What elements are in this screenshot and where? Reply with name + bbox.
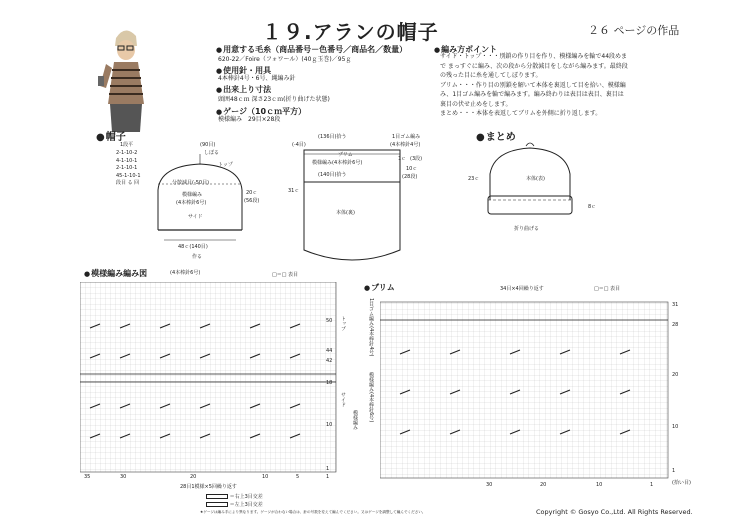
decrease-caption: 段目 る 回 (116, 180, 140, 186)
chart-right-pattern-label: 模様編み(4本棒針6号) (368, 372, 374, 423)
tools-heading: ● 使用針・用具 (216, 65, 271, 76)
brim-shape (298, 140, 408, 270)
brim-label: ブリム (338, 152, 353, 158)
brim-pattern-label: 模様編み(4本棒針6号) (312, 160, 363, 166)
chart-right-row-10: 10 (672, 424, 679, 430)
rib-label: 1目ゴム編み (392, 134, 421, 140)
points-text (440, 52, 708, 119)
chart-right-row-31: 31 (672, 302, 679, 308)
fold-height: 8ｃ (588, 204, 597, 210)
chart-right-col-10: 10 (596, 482, 603, 488)
legend-left-cross-label: ＝左上3目交差 (229, 502, 263, 508)
gauge-line: 模様編み 29目×28段 (218, 116, 281, 123)
brim-rows: 10ｃ (406, 166, 418, 172)
chart-left-col-35: 35 (84, 474, 91, 480)
chart-left-col-20: 20 (190, 474, 197, 480)
points-line: で まっすぐに編み、次の段から分散減目をしながら編みます。最終段 (440, 62, 628, 70)
chart-left-col-5: 5 (296, 474, 300, 480)
chart-right-row-1: 1 (672, 468, 676, 474)
chart-left-row-1: 1 (326, 466, 330, 472)
total-length: 31ｃ (288, 188, 300, 194)
chart-left-col-1: 1 (326, 474, 330, 480)
decrease-row: 45-1-10-1 (116, 172, 141, 179)
body-inside-label: 本体(裏) (336, 210, 355, 216)
tools-line: 4本棒針4号・6号、縄編み針 (218, 75, 296, 82)
hat-needle-label: (4本棒針6号) (176, 200, 207, 206)
finished-hat (480, 140, 580, 230)
decrease-4: (-4目) (292, 142, 306, 148)
size-heading: ● 出来上り寸法 (216, 84, 271, 95)
hat-heading: ● 帽子 (96, 128, 126, 143)
hat-pattern-label: 模様編み (182, 192, 203, 198)
hat-height-rows: (56段) (244, 198, 260, 204)
decrease-row: 4-1-10-1 (116, 157, 138, 164)
chart-left-legend-right-cross (206, 494, 263, 500)
hat-width: 48ｃ(140目) (178, 244, 208, 250)
gauge-heading: ● ゲージ（10ｃｍ平方） (216, 106, 306, 117)
chart-left-row-10: 10 (326, 422, 333, 428)
hat-height: 20ｃ (246, 190, 258, 196)
rib-needle-label: (4本棒針4号) (390, 142, 421, 148)
copyright: Copyright © Gosyo Co.,Ltd. All Rights Reserved. (536, 508, 693, 516)
chart-left-row-18: 18 (326, 380, 333, 386)
chart-left-repeat: 28目1模様×5回繰り返す (180, 484, 237, 490)
chart-left-legend: □＝□ 表目 (272, 272, 299, 278)
chart-left-row-44: 44 (326, 348, 333, 354)
decrease-table (116, 150, 141, 188)
brim-rows-count: (28段) (402, 174, 418, 180)
squeeze-label-2: しぼる (204, 150, 220, 156)
points-line: の残った目に糸を通してしぼります。 (440, 72, 542, 79)
legend-right-cross-label: ＝右上3目交差 (229, 494, 263, 500)
decrease-row: 2-1-10-1 (116, 165, 138, 171)
chart-left-heading: ● 模様編み編み図 (84, 268, 147, 279)
decrease-note: 分散減目(-50目) (172, 180, 210, 186)
chart-right-col-20: 20 (540, 482, 547, 488)
points-line: 裏目の伏せ止めをします。 (440, 100, 512, 108)
footer-note: ★ゲージは編み手により異なります。ゲージが合わない場合は、針の号数を変えて編んでください。又はゲージを調整して編んでください。 (200, 510, 426, 514)
chart-right-grid (380, 298, 670, 482)
chart-left-col-10: 10 (262, 474, 269, 480)
finish-heading: ● まとめ (476, 128, 516, 143)
size-line: 頭囲48ｃｍ 深さ23ｃｍ(折り曲げた状態) (218, 96, 330, 103)
yarn-line: 620-22／Foire（フォワール）(40ｇ玉巻)／95ｇ (218, 56, 352, 63)
page-title: １９.アランの帽子 (262, 20, 439, 44)
crown-label: 1段平 (120, 142, 134, 148)
chart-right-rib-label: 1目ゴム編み(4本棒針4号) (368, 298, 374, 357)
body-outside-label: 本体(表) (526, 176, 545, 182)
chart-right-legend: □＝□ 表目 (594, 286, 621, 292)
points-line: み、1目ゴム編みを輪で編みます。編み終わりは表目は表目、裏目は (440, 91, 624, 98)
rib-rows: 1ｃ (398, 156, 407, 162)
chart-right-col-30: 30 (486, 482, 493, 488)
side-label: サイド (188, 214, 203, 220)
chart-left-legend-left-cross (206, 502, 263, 508)
chart-right-row-28: 28 (672, 322, 679, 328)
fold-label: 折り曲げる (514, 226, 540, 232)
chart-left-grid (80, 282, 342, 478)
chart-left-col-30: 30 (120, 474, 127, 480)
decrease-row: 2-1-10-2 (116, 150, 138, 156)
chart-right-col-1: 1 (650, 482, 654, 488)
pickup-label: (136目)拾う (318, 134, 347, 140)
chart-left-pattern-label: 模様編み (352, 410, 358, 430)
make-label: 作る (192, 254, 203, 260)
points-heading: ● 編み方ポイント (434, 44, 497, 55)
chart-left-row-42: 42 (326, 358, 333, 364)
chart-right-pickup: (拾い目) (672, 480, 691, 486)
top-label: トップ (218, 162, 233, 168)
chart-left-row-50: 50 (326, 318, 333, 324)
squeeze-label: (90目) (200, 142, 216, 148)
finish-depth: 23ｃ (468, 176, 480, 182)
chart-left-side-label: サイド (340, 392, 346, 407)
model-photo-illustration (96, 24, 154, 132)
pickup-label-2: (140目)拾う (318, 172, 347, 178)
yarn-heading: ● 用意する毛糸（商品番号－色番号／商品名／数量） (216, 44, 407, 55)
points-line: ブリム・・・作り目の別鎖を解いて本体を裏返して目を拾い、模様編 (440, 81, 626, 89)
chart-left-needle: (4本棒針6号) (170, 270, 201, 276)
chart-left-top-label: トップ (340, 316, 346, 331)
points-line: サイド・トップ・・・別鎖の作り目を作り、模様編みを輪で44段めま (440, 53, 628, 60)
chart-right-row-20: 20 (672, 372, 679, 378)
rib-rows-count: (3段) (410, 156, 423, 162)
page-reference: ２６ ページの作品 (588, 24, 680, 37)
points-line: まとめ・・・本体を表返してブリムを外側に折り返します。 (440, 110, 602, 117)
chart-right-heading: ● ブリム (364, 282, 395, 293)
model-photo (96, 24, 154, 132)
chart-right-repeat: 34目×4回繰り返す (500, 286, 544, 292)
